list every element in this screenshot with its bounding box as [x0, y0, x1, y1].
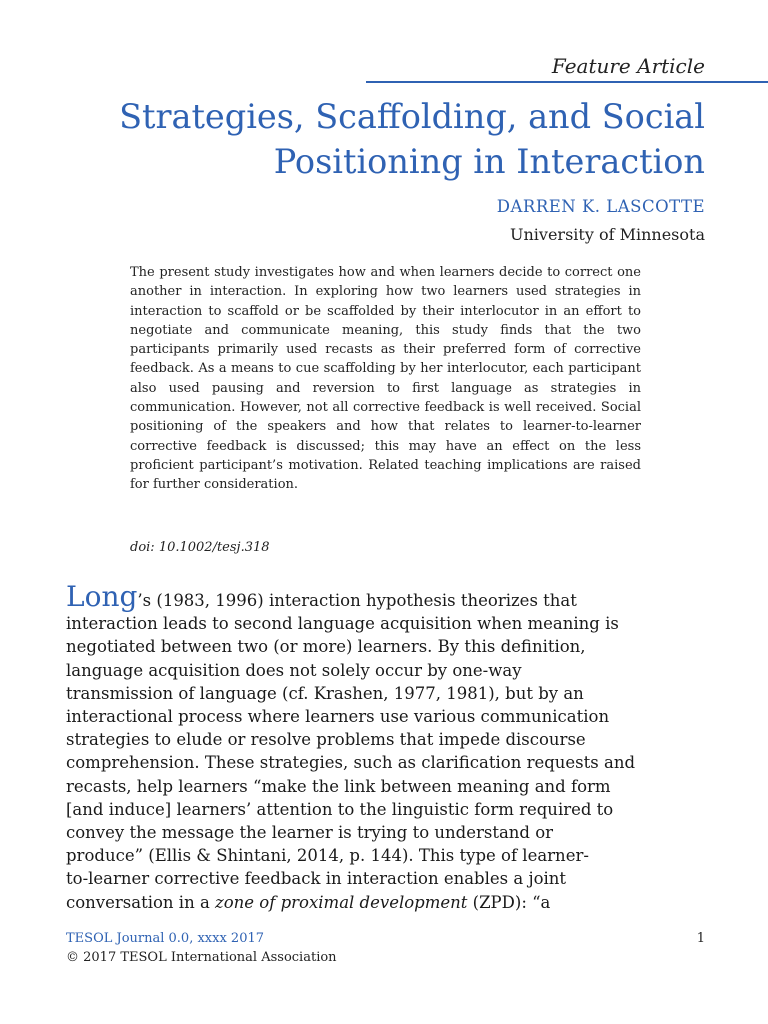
- body-line: interaction leads to second language acquisition when meaning is: [66, 614, 619, 634]
- zpd-term: zone of proximal development: [215, 892, 468, 912]
- section-label: Feature Article: [551, 54, 705, 78]
- body-line: produce” (Ellis & Shintani, 2014, p. 144). This type of learner-: [66, 846, 589, 866]
- body-paragraph: [66, 580, 706, 914]
- footer-journal: TESOL Journal 0.0, xxxx 2017: [66, 931, 265, 946]
- page-number: 1: [696, 931, 705, 946]
- header-rule: [366, 81, 768, 83]
- body-line: negotiated between two (or more) learners. By this definition,: [66, 637, 586, 657]
- body-line-text: ’s (1983, 1996) interaction hypothesis theorizes that: [137, 591, 577, 610]
- article-title: Strategies, Scaffolding, and Social Positioning in Interaction: [119, 97, 705, 181]
- body-line: transmission of language (cf. Krashen, 1977, 1981), but by an: [66, 683, 584, 703]
- body-line: [66, 580, 706, 613]
- body-line-text: (ZPD): “a: [467, 892, 551, 912]
- abstract: The present study investigates how and when learners decide to correct one another in interaction. In exploring how two learners used strategies in interaction to scaffold or be scaffolded by their interlocutor in an effort to negotiate and communicate meaning, this study finds that the two participants primarily used recasts as their preferred form of corrective feedback. As a means to cue scaffolding by her interlocutor, each participant also used pausing and reversion to first language as strategies in communication. However, not all corrective feedback is well received. Social positioning of the speakers and how that relates to learner-to-learner corrective feedback is discussed; this may have an effect on the less proficient participant’s motivation. Related teaching implications are raised for further consideration.: [130, 265, 641, 493]
- lead-word: Long: [66, 580, 138, 613]
- body-line: [66, 891, 706, 914]
- body-line: [and induce] learners’ attention to the linguistic form required to: [66, 799, 614, 819]
- body-line: recasts, help learners “make the link between meaning and form: [66, 776, 611, 796]
- body-line: to-learner corrective feedback in interaction enables a joint: [66, 869, 567, 889]
- body-line: language acquisition does not solely occur by one-way: [66, 660, 522, 680]
- body-line: comprehension. These strategies, such as clarification requests and: [66, 753, 636, 773]
- footer-copyright: © 2017 TESOL International Association: [66, 950, 337, 965]
- doi: doi: 10.1002/tesj.318: [130, 540, 270, 555]
- author-name: DARREN K. LASCOTTE: [496, 197, 705, 216]
- body-line: convey the message the learner is trying to understand or: [66, 823, 554, 843]
- body-line: strategies to elude or resolve problems that impede discourse: [66, 730, 586, 750]
- body-line-text: conversation in a: [66, 892, 216, 912]
- author-affiliation: University of Minnesota: [510, 225, 705, 244]
- body-line: interactional process where learners use various communication: [66, 707, 610, 727]
